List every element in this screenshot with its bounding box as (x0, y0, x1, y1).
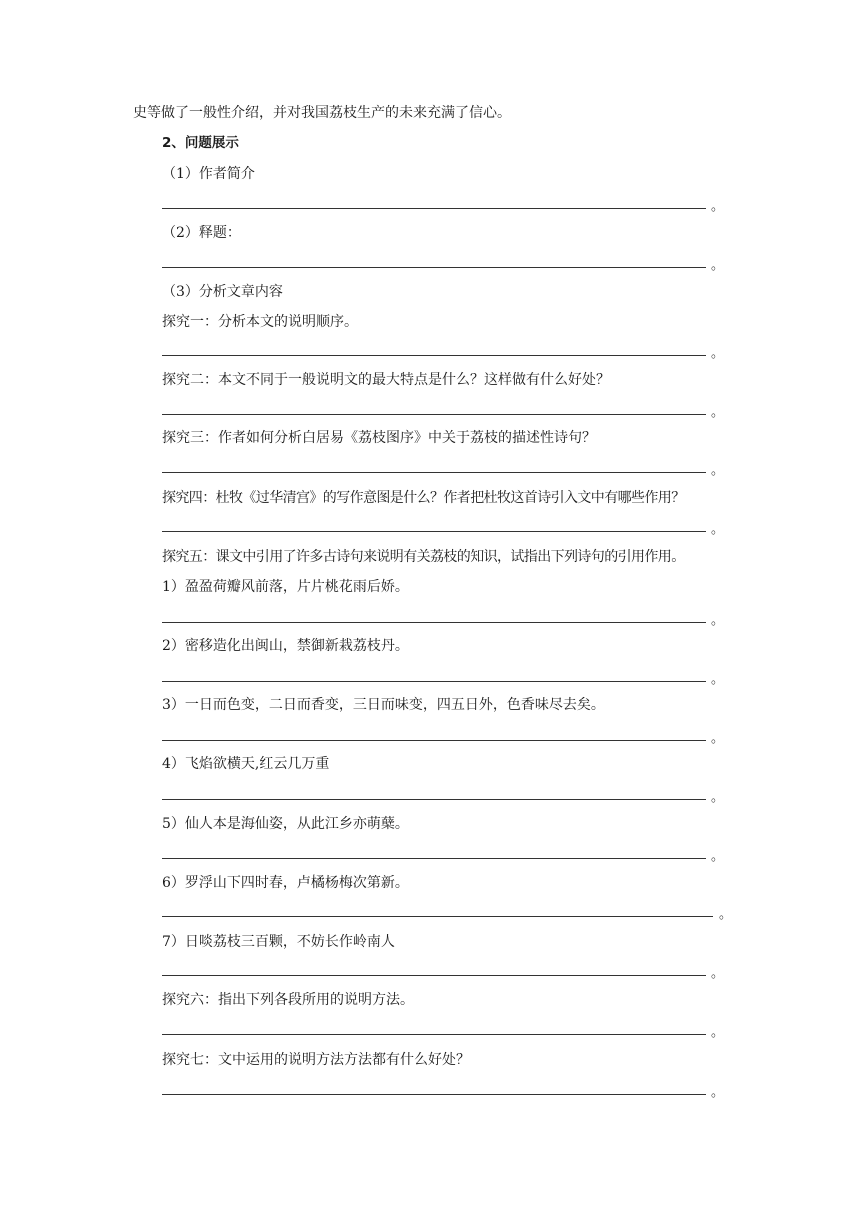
period-mark: 。 (711, 966, 725, 981)
answer-line[interactable] (162, 472, 706, 473)
answer-line[interactable] (162, 975, 706, 976)
answer-line[interactable] (162, 355, 706, 356)
period-mark: 。 (711, 672, 725, 687)
period-mark: 。 (711, 731, 725, 746)
answer-line[interactable] (162, 1094, 706, 1095)
explore-4: 探究四：杜牧《过华清宫》的写作意图是什么？作者把杜牧这首诗引入文中有哪些作用？ (162, 490, 685, 506)
section-heading: 2、问题展示 (162, 135, 239, 151)
intro-text: 史等做了一般性介绍，并对我国荔枝生产的未来充满了信心。 (133, 105, 511, 121)
question-analyze-content: （3）分析文章内容 (162, 284, 283, 300)
question-author-intro: （1）作者简介 (162, 166, 255, 182)
explore-1: 探究一：分析本文的说明顺序。 (162, 314, 358, 330)
answer-line[interactable] (162, 1034, 706, 1035)
period-mark: 。 (711, 849, 725, 864)
answer-line[interactable] (162, 916, 713, 917)
period-mark: 。 (711, 346, 725, 361)
explore-5: 探究五：课文中引用了许多古诗句来说明有关荔枝的知识，试指出下列诗句的引用作用。 (162, 549, 685, 565)
answer-line[interactable] (162, 858, 706, 859)
poem-5: 5）仙人本是海仙姿，从此江乡亦萌蘖。 (162, 816, 409, 832)
question-title-explain: （2）释题： (162, 225, 241, 241)
answer-line[interactable] (162, 681, 706, 682)
answer-line[interactable] (162, 208, 706, 209)
period-mark: 。 (711, 613, 725, 628)
answer-line[interactable] (162, 622, 706, 623)
poem-4: 4）飞焰欲横天,红云几万重 (162, 756, 330, 772)
explore-3: 探究三：作者如何分析白居易《荔枝图序》中关于荔枝的描述性诗句？ (162, 430, 596, 446)
period-mark: 。 (711, 258, 725, 273)
poem-1: 1）盈盈荷瓣风前落，片片桃花雨后娇。 (162, 579, 409, 595)
period-mark: 。 (711, 522, 725, 537)
period-mark: 。 (711, 405, 725, 420)
poem-2: 2）密移造化出闽山，禁御新栽荔枝丹。 (162, 638, 409, 654)
answer-line[interactable] (162, 414, 706, 415)
answer-line[interactable] (162, 740, 706, 741)
period-mark: 。 (711, 1085, 725, 1100)
period-mark: 。 (711, 1025, 725, 1040)
explore-7: 探究七：文中运用的说明方法方法都有什么好处？ (162, 1052, 470, 1068)
poem-7: 7）日啖荔枝三百颗，不妨长作岭南人 (162, 934, 395, 950)
period-mark: 。 (711, 790, 725, 805)
explore-2: 探究二：本文不同于一般说明文的最大特点是什么？这样做有什么好处？ (162, 372, 610, 388)
period-mark: 。 (711, 463, 725, 478)
explore-6: 探究六：指出下列各段所用的说明方法。 (162, 992, 414, 1008)
answer-line[interactable] (162, 531, 706, 532)
poem-3: 3）一日而色变，二日而香变，三日而味变，四五日外，色香味尽去矣。 (162, 697, 605, 713)
answer-line[interactable] (162, 267, 706, 268)
answer-line[interactable] (162, 799, 706, 800)
poem-6: 6）罗浮山下四时春，卢橘杨梅次第新。 (162, 875, 409, 891)
period-mark: 。 (719, 907, 733, 922)
period-mark: 。 (711, 199, 725, 214)
